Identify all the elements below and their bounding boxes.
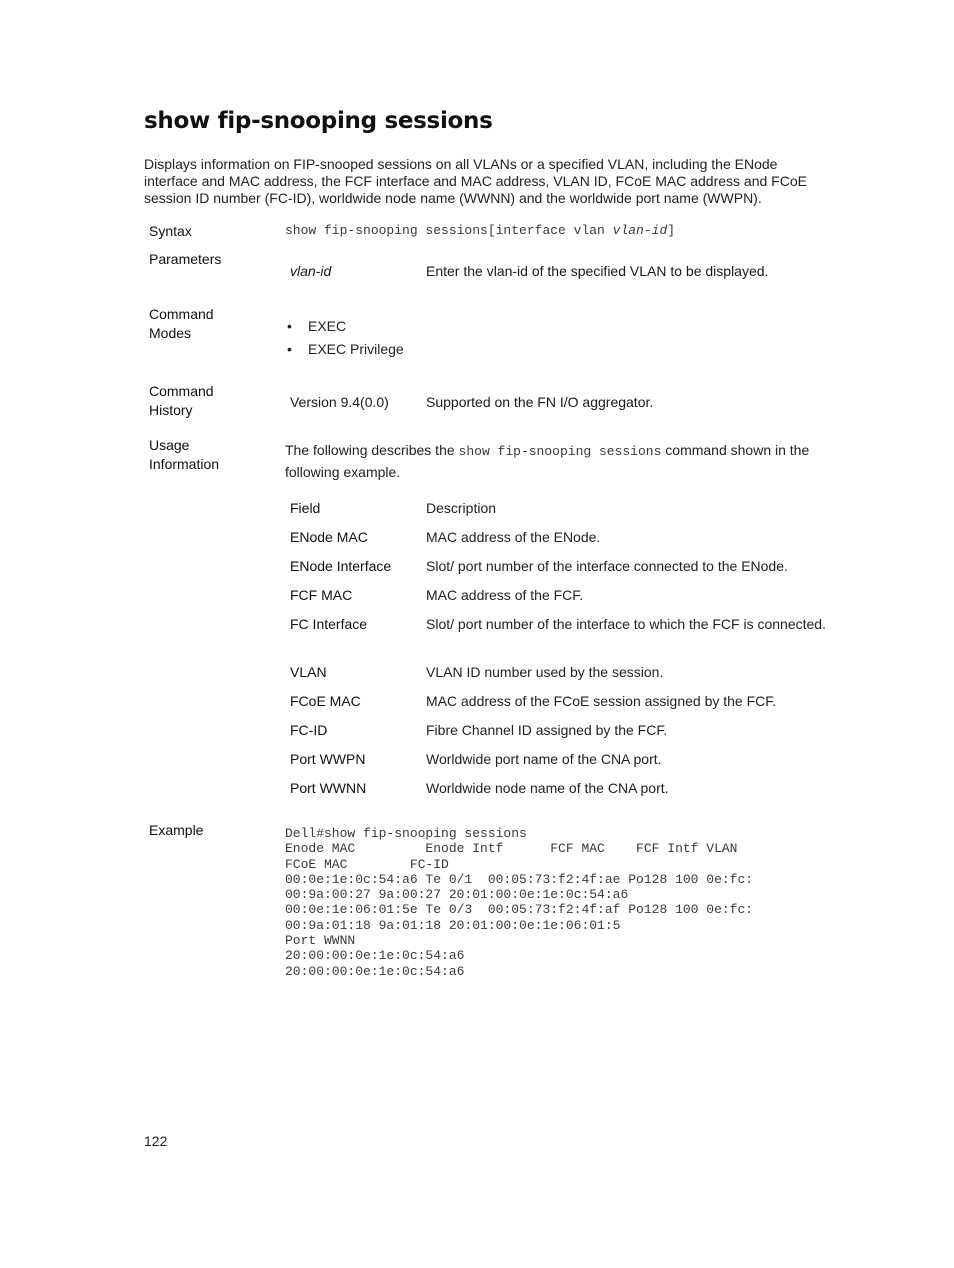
field-name: FCF MAC: [290, 587, 353, 603]
command-modes-list: [287, 316, 404, 362]
usage-label-line2: Information: [149, 456, 220, 472]
field-name: FC Interface: [290, 616, 368, 632]
list-item: • EXEC Privilege: [287, 339, 404, 362]
field-name: ENode Interface: [290, 558, 392, 574]
page-title: show fip-snooping sessions: [144, 108, 493, 134]
field-description: MAC address of the ENode.: [426, 529, 601, 545]
history-description: Supported on the FN I/O aggregator.: [426, 394, 654, 410]
parameter-description: Enter the vlan-id of the specified VLAN to be displayed.: [426, 263, 769, 279]
field-description: MAC address of the FCF.: [426, 587, 584, 603]
field-description: MAC address of the FCoE session assigned by the FCF.: [426, 693, 777, 709]
command-history-label-line2: History: [149, 402, 193, 418]
field-name: FCoE MAC: [290, 693, 361, 709]
list-item: • EXEC: [287, 316, 404, 339]
field-description: Slot/ port number of the interface to which the FCF is connected.: [426, 616, 826, 632]
header-description: Description: [426, 500, 497, 516]
field-name: ENode MAC: [290, 529, 368, 545]
usage-text-after: command shown in the following example.: [285, 442, 810, 480]
header-field: Field: [290, 500, 321, 516]
parameters-label: Parameters: [149, 251, 222, 267]
field-description: Worldwide port name of the CNA port.: [426, 751, 662, 767]
parameter-name: vlan-id: [290, 263, 332, 279]
field-name: FC-ID: [290, 722, 328, 738]
syntax-command-text: show fip-snooping sessions[interface vlan: [285, 223, 613, 238]
usage-text: [285, 440, 841, 482]
command-modes-label-line1: Command: [149, 306, 214, 322]
field-name: VLAN: [290, 664, 327, 680]
syntax-command: [285, 222, 675, 240]
command-history-label: [149, 382, 214, 420]
example-code-block: Dell#show fip-snooping sessions Enode MAC Enode Intf FCF MAC FCF Intf VLAN FCoE MAC FC-ID 00:0e:1e:0c:54:a6 Te 0/1 00:05:73:f2:4f:ae Po128 100 0e:fc: 00:9a:00:27 9a:00:27 20:01:00:0e:1e:0c:54:a6 00:0e:1e:06:01:5e Te 0/3 00:05:73:f2:4f:af Po128 100 0e:fc: 00:9a:01:18 9a:01:18 20:01:00:0e:1e:06:01:5 Port WWNN 20:00:00:0e:1e:0c:54:a6 20:00:00:0e:1e:0c:54:a6: [285, 826, 754, 979]
field-description: VLAN ID number used by the session.: [426, 664, 664, 680]
command-modes-label-line2: Modes: [149, 325, 192, 341]
history-version: Version 9.4(0.0): [290, 394, 389, 410]
field-description: Fibre Channel ID assigned by the FCF.: [426, 722, 668, 738]
page-number: 122: [144, 1133, 168, 1149]
usage-label-line1: Usage: [149, 437, 190, 453]
usage-command: show fip-snooping sessions: [458, 444, 662, 459]
syntax-label: Syntax: [149, 223, 192, 239]
field-name: Port WWNN: [290, 780, 367, 796]
usage-label: [149, 436, 219, 474]
field-name: Port WWPN: [290, 751, 366, 767]
field-description: Slot/ port number of the interface connected to the ENode.: [426, 558, 788, 574]
field-description: Worldwide node name of the CNA port.: [426, 780, 669, 796]
example-label: Example: [149, 822, 204, 838]
intro-paragraph: Displays information on FIP-snooped sessions on all VLANs or a specified VLAN, including the ENode interface and MAC address, the FCF interface and MAC address, VLAN ID, FCoE MAC address and FCoE session ID number (FC-ID), worldwide node name (WWNN) and the worldwide port name (WWPN).: [144, 156, 807, 206]
command-modes-label: [149, 305, 214, 343]
syntax-close: ]: [667, 223, 676, 238]
syntax-param: vlan-id: [612, 223, 668, 238]
usage-text-before: The following describes the: [285, 442, 459, 458]
command-history-label-line1: Command: [149, 383, 214, 399]
